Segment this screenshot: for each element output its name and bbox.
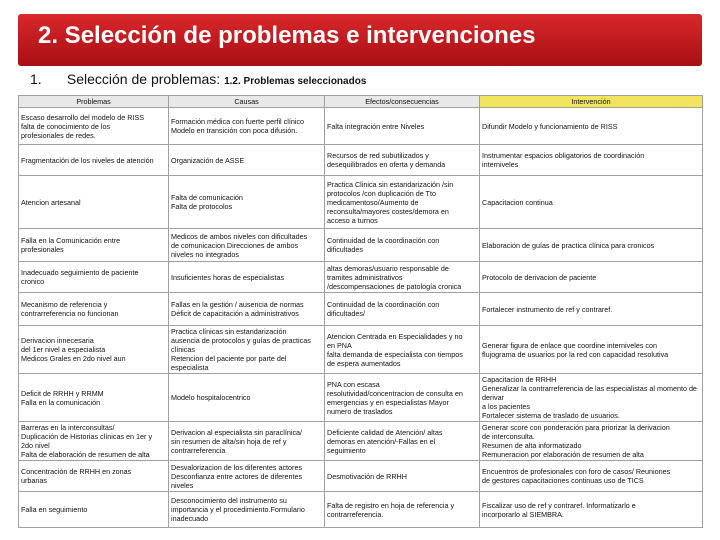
- causa-cell: Medicos de ambos niveles con dificultades de comunicacion Direcciones de ambos niveles no integrados: [169, 229, 325, 262]
- table-row: [19, 374, 703, 422]
- intervencion-cell: Fortalecer instrumento de ref y contraref.: [480, 293, 703, 326]
- causa-cell: Formación médica con fuerte perfil clínico Modelo en transición con poca difusión.: [169, 108, 325, 145]
- efecto-cell: Practica Clinica sin estandarización /sin protocolos /con duplicación de Tto medicamentoso/Aumento de reconsulta/mayores costes/demora en acceso a turnos: [325, 176, 480, 229]
- efecto-cell: PNA con escasa resolutividad/concentracion de consulta en emergencias y en especialistas Mayor numero de traslados: [325, 374, 480, 422]
- efecto-cell: Atencion Centrada en Especialidades y no en PNA falta demanda de especialista con tiempos de espera aumentados: [325, 326, 480, 374]
- slide-title: 2. Selección de problemas e intervenciones: [38, 22, 536, 49]
- problema-cell: Deficit de RRHH y RRMM Falla en la comunicación: [19, 374, 169, 422]
- causa-cell: Modelo hospitalocentrico: [169, 374, 325, 422]
- intervencion-cell: Capacitacion de RRHH Generalizar la contrarreferencia de las especialistas al momento de derivar a los pacientes Fortalecer sistema de traslado de usuarios.: [480, 374, 703, 422]
- intervencion-cell: Difundir Modelo y funcionamiento de RISS: [480, 108, 703, 145]
- table-row: [19, 229, 703, 262]
- causa-cell: Insuficientes horas de especialistas: [169, 262, 325, 293]
- table-row: [19, 262, 703, 293]
- header-intervencion: Intervención: [480, 96, 703, 108]
- table-row: [19, 176, 703, 229]
- problema-cell: Inadecuado seguimiento de paciente cronico: [19, 262, 169, 293]
- intervencion-cell: Encuentros de profesionales con foro de casos/ Reuniones de gestores capacitaciones continuas uso de TICS: [480, 461, 703, 492]
- efecto-cell: Desmotivación de RRHH: [325, 461, 480, 492]
- causa-cell: Falta de comunicación Falta de protocolos: [169, 176, 325, 229]
- problema-cell: Concentración de RRHH en zonas urbanas: [19, 461, 169, 492]
- subtitle-section: 1.2. Problemas seleccionados: [224, 76, 367, 87]
- table-row: [19, 492, 703, 528]
- efecto-cell: Falta integración entre Niveles: [325, 108, 480, 145]
- efecto-cell: altas demoras/usuario responsable de tramites administrativos /descompensaciones de patología cronica: [325, 262, 480, 293]
- problema-cell: Atencion artesanal: [19, 176, 169, 229]
- intervencion-cell: Fiscalizar uso de ref y contraref. Informatizarlo e incorporarlo al SIEMBRA.: [480, 492, 703, 528]
- problema-cell: Fragmentación de los niveles de atención: [19, 145, 169, 176]
- header-efectos: Efectos/consecuencias: [325, 96, 480, 108]
- header-causas: Causas: [169, 96, 325, 108]
- efecto-cell: Continuidad de la coordinación con dificultades: [325, 229, 480, 262]
- table-body: [19, 108, 703, 528]
- efecto-cell: Deficiente calidad de Atención/ altas demoras en atención/-Fallas en el seguimiento: [325, 422, 480, 461]
- table-row: [19, 145, 703, 176]
- efecto-cell: Recursos de red subutilizados y desequilibrados en oferta y demanda: [325, 145, 480, 176]
- table-row: [19, 326, 703, 374]
- efecto-cell: Falta de registro en hoja de referencia y contrarreferencia.: [325, 492, 480, 528]
- table-row: [19, 293, 703, 326]
- subtitle-main: Selección de problemas:: [66, 71, 221, 87]
- problems-table: [18, 95, 703, 528]
- intervencion-cell: Elaboración de guías de practica clínica para cronicos: [480, 229, 703, 262]
- problema-cell: Barreras en la interconsultas/ Duplicación de Historias clínicas en 1er y 2do nivel Falta de elaboración de resumen de alta: [19, 422, 169, 461]
- problems-table-wrapper: [18, 95, 702, 528]
- causa-cell: Desvalorizacion de los diferentes actores Desconfianza entre actores de diferentes niveles: [169, 461, 325, 492]
- intervencion-cell: Protocolo de derivacion de paciente: [480, 262, 703, 293]
- intervencion-cell: Instrumentar espacios obligatorios de coordinación interniveles: [480, 145, 703, 176]
- intervencion-cell: Generar score con ponderación para priorizar la derivacion de interconsulta. Resumen de alta informatizado Remuneracion por elaboración de resumen de alta: [480, 422, 703, 461]
- subtitle-number: 1.: [30, 71, 42, 87]
- efecto-cell: Continuidad de la coordinación con dificultades/: [325, 293, 480, 326]
- causa-cell: Organización de ASSE: [169, 145, 325, 176]
- intervencion-cell: Capacitacion continua: [480, 176, 703, 229]
- table-row: [19, 108, 703, 145]
- causa-cell: Fallas en la gestión / ausencia de normas Déficit de capacitación a administrativos: [169, 293, 325, 326]
- problema-cell: Escaso desarrollo del modelo de RISS falta de conocimiento de los profesionales de redes.: [19, 108, 169, 145]
- causa-cell: Desconocimiento del instrumento su importancia y el procedimiento.Formulario inadecuado: [169, 492, 325, 528]
- table-row: [19, 461, 703, 492]
- causa-cell: Derivacion al especialista sin paraclínica/ sin resumen de alta/sin hoja de ref y contrarreferencia: [169, 422, 325, 461]
- intervencion-cell: Generar figura de enlace que coordine interniveles con flujograma de usuarios por la red con capacidad resolutiva: [480, 326, 703, 374]
- header-problemas: Problemas: [19, 96, 169, 108]
- causa-cell: Practica clínicas sin estandarización ausencia de protocolos y guías de practicas clínicas Retencion del paciente por parte del especialista: [169, 326, 325, 374]
- subtitle: [30, 71, 366, 87]
- problema-cell: Mecanismo de referencia y contrarreferencia no funcionan: [19, 293, 169, 326]
- problema-cell: Derivacion innecesaria del 1er nivel a especialista Medicos Grales en 2do nivel aun: [19, 326, 169, 374]
- problema-cell: Falla en seguimiento: [19, 492, 169, 528]
- table-row: [19, 422, 703, 461]
- table-header-row: [19, 96, 703, 108]
- problema-cell: Falla en la Comunicación entre profesionales: [19, 229, 169, 262]
